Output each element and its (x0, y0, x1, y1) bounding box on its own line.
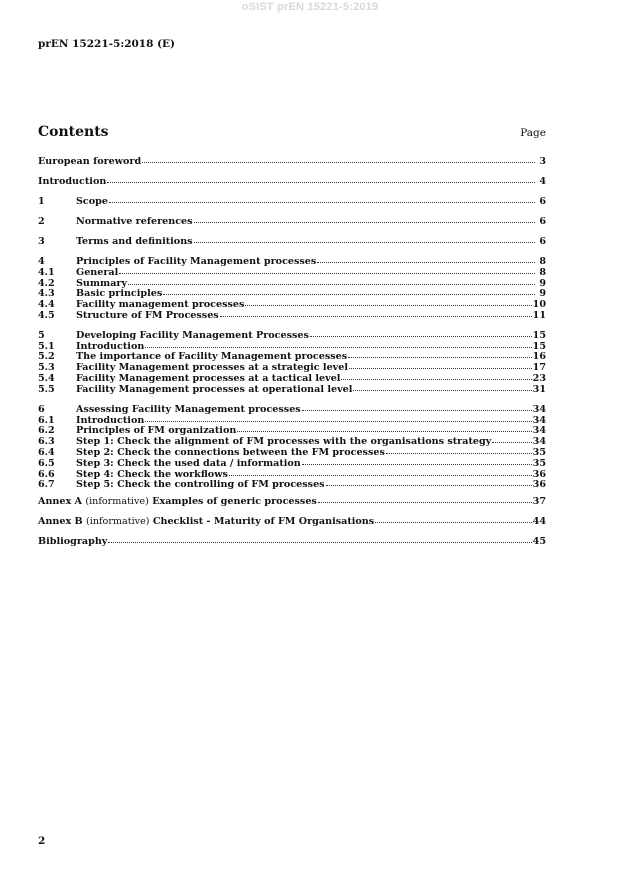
toc-entry-number: 6.3 (38, 436, 55, 448)
toc-entry-page: 8 (539, 266, 546, 278)
toc-entry-title: Step 4: Check the workflows (76, 468, 228, 480)
toc-leader-dots (128, 277, 535, 285)
toc-entry-title: The importance of Facility Management processes (76, 351, 348, 363)
toc-entry-page: 35 (532, 457, 546, 469)
toc-leader-dots (142, 155, 535, 163)
toc-entry-title (38, 517, 374, 528)
toc-entry-page: 23 (532, 373, 546, 385)
toc-leader-dots (341, 372, 531, 380)
toc-leader-dots (145, 340, 531, 348)
toc-entry-title: European foreword (38, 156, 142, 167)
toc-entry-page: 17 (532, 362, 546, 374)
watermark: oSIST prEN 15221-5:2019 (241, 1, 379, 13)
toc-entry-page: 3 (539, 156, 546, 167)
toc-leader-dots (353, 383, 531, 391)
annex-label: Annex A (38, 496, 83, 508)
toc-entry-title: Step 2: Check the connections between the FM processes (76, 447, 385, 459)
document-id: prEN 15221-5:2018 (E) (38, 38, 176, 50)
toc-entry-title: Principles of Facility Management processes (76, 255, 317, 267)
toc-entry-number: 2 (38, 215, 45, 227)
toc-entry-number: 5.5 (38, 383, 55, 395)
toc-leader-dots (109, 195, 535, 203)
toc-leader-dots (237, 424, 531, 432)
toc-entry-number: 6.1 (38, 414, 55, 426)
toc-leader-dots (194, 235, 535, 243)
toc-entry-title: Basic principles (76, 288, 163, 300)
toc-entry-title: Facility Management processes at operational level (76, 383, 353, 395)
toc-leader-dots (163, 287, 535, 295)
toc-leader-dots (108, 535, 531, 543)
toc-entry-title: Terms and definitions (76, 235, 193, 247)
toc-entry-number: 4.3 (38, 288, 55, 300)
toc-entry-number: 6.6 (38, 468, 55, 480)
toc-leader-dots (317, 255, 535, 263)
toc-leader-dots (318, 495, 532, 503)
toc-leader-dots (229, 468, 532, 476)
toc-entry-page: 6 (539, 215, 546, 227)
toc-entry-page: 45 (532, 536, 546, 548)
toc-entry-title: Step 3: Check the used data / information (76, 457, 301, 469)
toc-leader-dots (310, 329, 532, 337)
toc-entry-number: 4.2 (38, 277, 55, 289)
toc-entry-title: Facility Management processes at a strategic level (76, 362, 349, 374)
toc-entry-title: Step 1: Check the alignment of FM processes with the organisations strategy (76, 436, 492, 448)
toc-entry-page: 9 (539, 288, 546, 300)
annex-note: (informative) (85, 496, 149, 508)
toc-entry-2[interactable] (38, 216, 546, 227)
toc-entry-title: Scope (76, 195, 108, 207)
toc-entry-title: Introduction (38, 175, 107, 187)
toc-entry-title: Introduction (76, 340, 145, 352)
toc-leader-dots (220, 309, 532, 317)
toc-entry-page: 15 (532, 340, 546, 352)
toc-entry-page: 16 (532, 351, 546, 363)
annex-title: Checklist - Maturity of FM Organisations (152, 516, 375, 528)
annex-label: Annex B (38, 516, 83, 528)
toc-entry-page: 15 (532, 329, 546, 341)
toc-entry-page: 8 (539, 255, 546, 267)
toc-entry-page: 37 (532, 496, 546, 508)
toc-entry-page: 4 (539, 175, 546, 187)
toc-entry-6-7[interactable] (38, 479, 546, 490)
toc-leader-dots (492, 435, 531, 443)
table-of-contents (38, 156, 546, 547)
toc-entry-page: 34 (532, 414, 546, 426)
toc-entry-number: 1 (38, 195, 45, 207)
toc-entry-number: 4.1 (38, 266, 55, 278)
toc-leader-dots (194, 215, 535, 223)
toc-entry-title: Step 5: Check the controlling of FM processes (76, 479, 325, 491)
toc-entry-number: 5.2 (38, 351, 55, 363)
toc-entry-4-5[interactable] (38, 310, 546, 321)
toc-entry-number: 4.5 (38, 309, 55, 321)
toc-entry-number: 4 (38, 255, 45, 267)
toc-entry-page: 34 (532, 403, 546, 415)
annex-title: Examples of generic processes (152, 496, 317, 508)
toc-entry-title: Structure of FM Processes (76, 309, 219, 321)
toc-leader-dots (107, 175, 535, 183)
toc-leader-dots (375, 515, 531, 523)
toc-entry-page: 9 (539, 277, 546, 289)
toc-entry-page: 34 (532, 436, 546, 448)
toc-entry-title: Principles of FM organization (76, 425, 237, 437)
toc-entry-title: Facility management processes (76, 299, 245, 311)
toc-leader-dots (119, 266, 535, 274)
toc-entry-page: 6 (539, 195, 546, 207)
toc-entry-foreword[interactable] (38, 156, 546, 167)
toc-leader-dots (302, 457, 532, 465)
contents-title: Contents (38, 124, 109, 140)
toc-leader-dots (349, 361, 532, 369)
toc-entry-page: 6 (539, 235, 546, 247)
toc-entry-title: General (76, 266, 119, 278)
toc-entry-title: Developing Facility Management Processes (76, 329, 309, 341)
page-number: 2 (38, 835, 46, 847)
toc-entry-1[interactable] (38, 196, 546, 207)
toc-entry-title: Assessing Facility Management processes (76, 403, 301, 415)
toc-entry-page: 34 (532, 425, 546, 437)
toc-entry-annex-b[interactable] (38, 516, 546, 527)
toc-entry-number: 5.4 (38, 373, 55, 385)
toc-entry-page: 35 (532, 447, 546, 459)
page-column-label: Page (520, 127, 546, 139)
toc-entry-number: 6.2 (38, 425, 55, 437)
toc-entry-page: 36 (532, 468, 546, 480)
toc-entry-introduction[interactable] (38, 176, 546, 187)
annex-note: (informative) (86, 516, 150, 528)
toc-entry-number: 6.5 (38, 457, 55, 469)
toc-entry-annex-a[interactable] (38, 496, 546, 507)
toc-entry-title: Introduction (76, 414, 145, 426)
toc-entry-page: 44 (532, 516, 546, 528)
toc-entry-page: 36 (532, 479, 546, 491)
toc-entry-3[interactable] (38, 236, 546, 247)
toc-leader-dots (145, 414, 531, 422)
toc-leader-dots (386, 446, 532, 454)
toc-leader-dots (348, 350, 531, 358)
toc-entry-title: Normative references (76, 215, 193, 227)
toc-entry-number: 4.4 (38, 299, 55, 311)
toc-leader-dots (302, 403, 532, 411)
toc-entry-title: Summary (76, 277, 128, 289)
toc-entry-title: Facility Management processes at a tactical level (76, 373, 341, 385)
toc-entry-number: 5 (38, 329, 45, 341)
toc-leader-dots (245, 298, 531, 306)
toc-entry-number: 5.1 (38, 340, 55, 352)
toc-entry-bibliography[interactable] (38, 536, 546, 547)
toc-entry-page: 10 (532, 299, 546, 311)
toc-entry-number: 5.3 (38, 362, 55, 374)
toc-entry-number: 3 (38, 235, 45, 247)
toc-leader-dots (326, 478, 532, 486)
toc-entry-page: 31 (532, 383, 546, 395)
toc-entry-title (38, 497, 317, 508)
toc-entry-5-5[interactable] (38, 384, 546, 395)
toc-entry-page: 11 (532, 309, 546, 321)
toc-entry-6-2[interactable] (38, 425, 546, 436)
toc-entry-title: Bibliography (38, 536, 108, 548)
toc-entry-number: 6 (38, 403, 45, 415)
toc-entry-number: 6.4 (38, 447, 55, 459)
toc-entry-number: 6.7 (38, 479, 55, 491)
